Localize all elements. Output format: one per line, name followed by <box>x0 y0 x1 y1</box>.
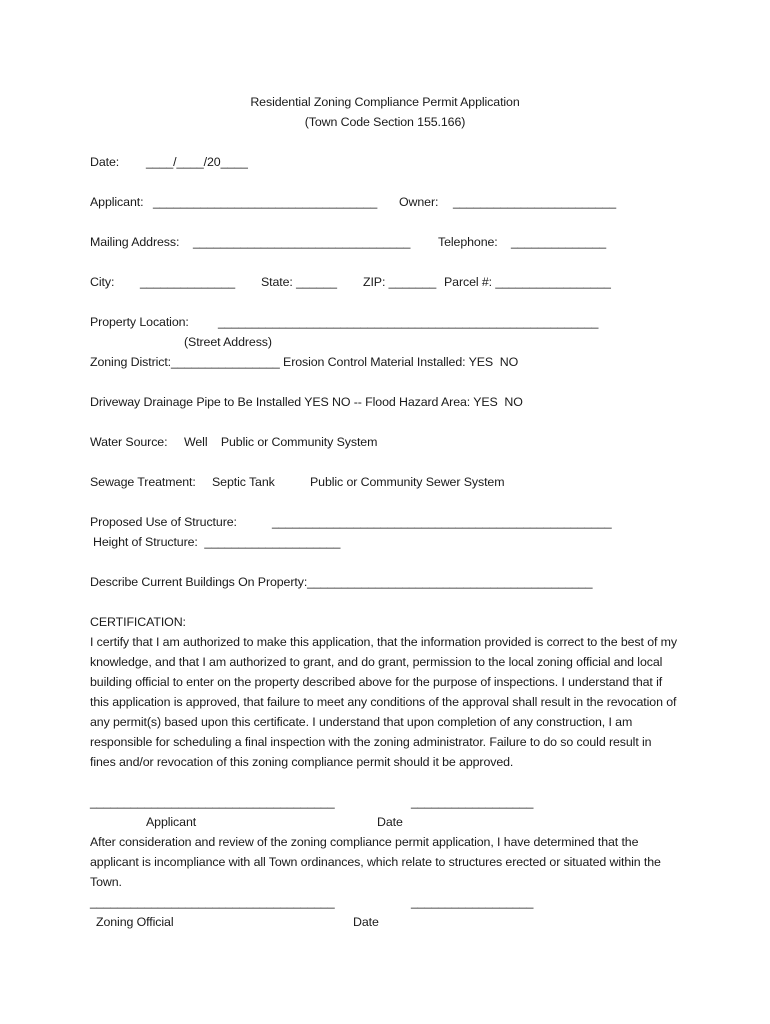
state-field[interactable]: State: ______ <box>261 275 337 289</box>
property-location-label: Property Location: <box>90 315 189 329</box>
city-field[interactable]: ______________ <box>140 275 236 289</box>
property-location-field[interactable]: ________________________________________________________ <box>218 315 599 329</box>
applicant-signature-line[interactable]: ____________________________________ <box>90 795 335 809</box>
mailing-address-field[interactable]: ________________________________ <box>193 235 411 249</box>
certification-text: I certify that I am authorized to make this application, that the information provided is correct to the best of my knowledge, and that I am authorized to grant, and do grant, permission to the local zoning official and local building official to enter on the property described above for the purpose of inspections. I understand that if this application is approved, that failure to meet any conditions of the approval shall result in the revocation of any permit(s) based upon this certificate. I understand that upon completion of any construction, I am responsible for scheduling a final inspection with the zoning administrator. Failure to do so could result in fines and/or revocation of this zoning compliance permit should it be approved. <box>90 635 677 769</box>
review-text: After consideration and review of the zoning compliance permit application, I have determined that the applicant is incompliance with all Town ordinances, which relate to structures erected or situated within the Town. <box>90 835 661 889</box>
telephone-label: Telephone: <box>438 235 498 249</box>
applicant-caption: Applicant <box>146 815 197 829</box>
official-date-caption: Date <box>353 915 379 929</box>
water-source-options[interactable]: Well Public or Community System <box>184 435 378 449</box>
owner-field[interactable]: ________________________ <box>453 195 616 209</box>
sewage-option-septic[interactable]: Septic Tank <box>212 475 275 489</box>
mailing-address-label: Mailing Address: <box>90 235 180 249</box>
applicant-field[interactable]: _________________________________ <box>153 195 378 209</box>
official-signature-line[interactable]: ____________________________________ <box>90 895 335 909</box>
height-of-structure-line[interactable]: Height of Structure: ____________________ <box>93 535 341 549</box>
document-subtitle: (Town Code Section 155.166) <box>304 115 466 129</box>
certification-heading: CERTIFICATION: <box>90 615 186 629</box>
applicant-label: Applicant: <box>90 195 144 209</box>
parcel-field[interactable]: Parcel #: _________________ <box>444 275 611 289</box>
date-label: Date: <box>90 155 120 169</box>
city-label: City: <box>90 275 115 289</box>
proposed-use-field[interactable]: __________________________________________________ <box>272 515 612 529</box>
sewage-treatment-label: Sewage Treatment: <box>90 475 196 489</box>
zoning-district-line[interactable]: Zoning District:________________ Erosion Control Material Installed: YES NO <box>90 355 519 369</box>
current-buildings-line[interactable]: Describe Current Buildings On Property:__________________________________________ <box>90 575 593 589</box>
zoning-official-caption: Zoning Official <box>96 915 174 929</box>
sewage-option-public[interactable]: Public or Community Sewer System <box>310 475 505 489</box>
date-field[interactable]: ____/____/20____ <box>146 155 248 169</box>
official-date-line[interactable]: __________________ <box>411 895 534 909</box>
proposed-use-label: Proposed Use of Structure: <box>90 515 237 529</box>
applicant-date-caption: Date <box>377 815 403 829</box>
driveway-drainage-line[interactable]: Driveway Drainage Pipe to Be Installed YES NO -- Flood Hazard Area: YES NO <box>90 395 523 409</box>
applicant-date-line[interactable]: __________________ <box>411 795 534 809</box>
telephone-field[interactable]: ______________ <box>511 235 607 249</box>
water-source-label: Water Source: <box>90 435 168 449</box>
street-address-hint: (Street Address) <box>184 335 272 349</box>
document-title: Residential Zoning Compliance Permit Application <box>250 95 520 109</box>
zip-field[interactable]: ZIP: _______ <box>363 275 437 289</box>
owner-label: Owner: <box>399 195 439 209</box>
